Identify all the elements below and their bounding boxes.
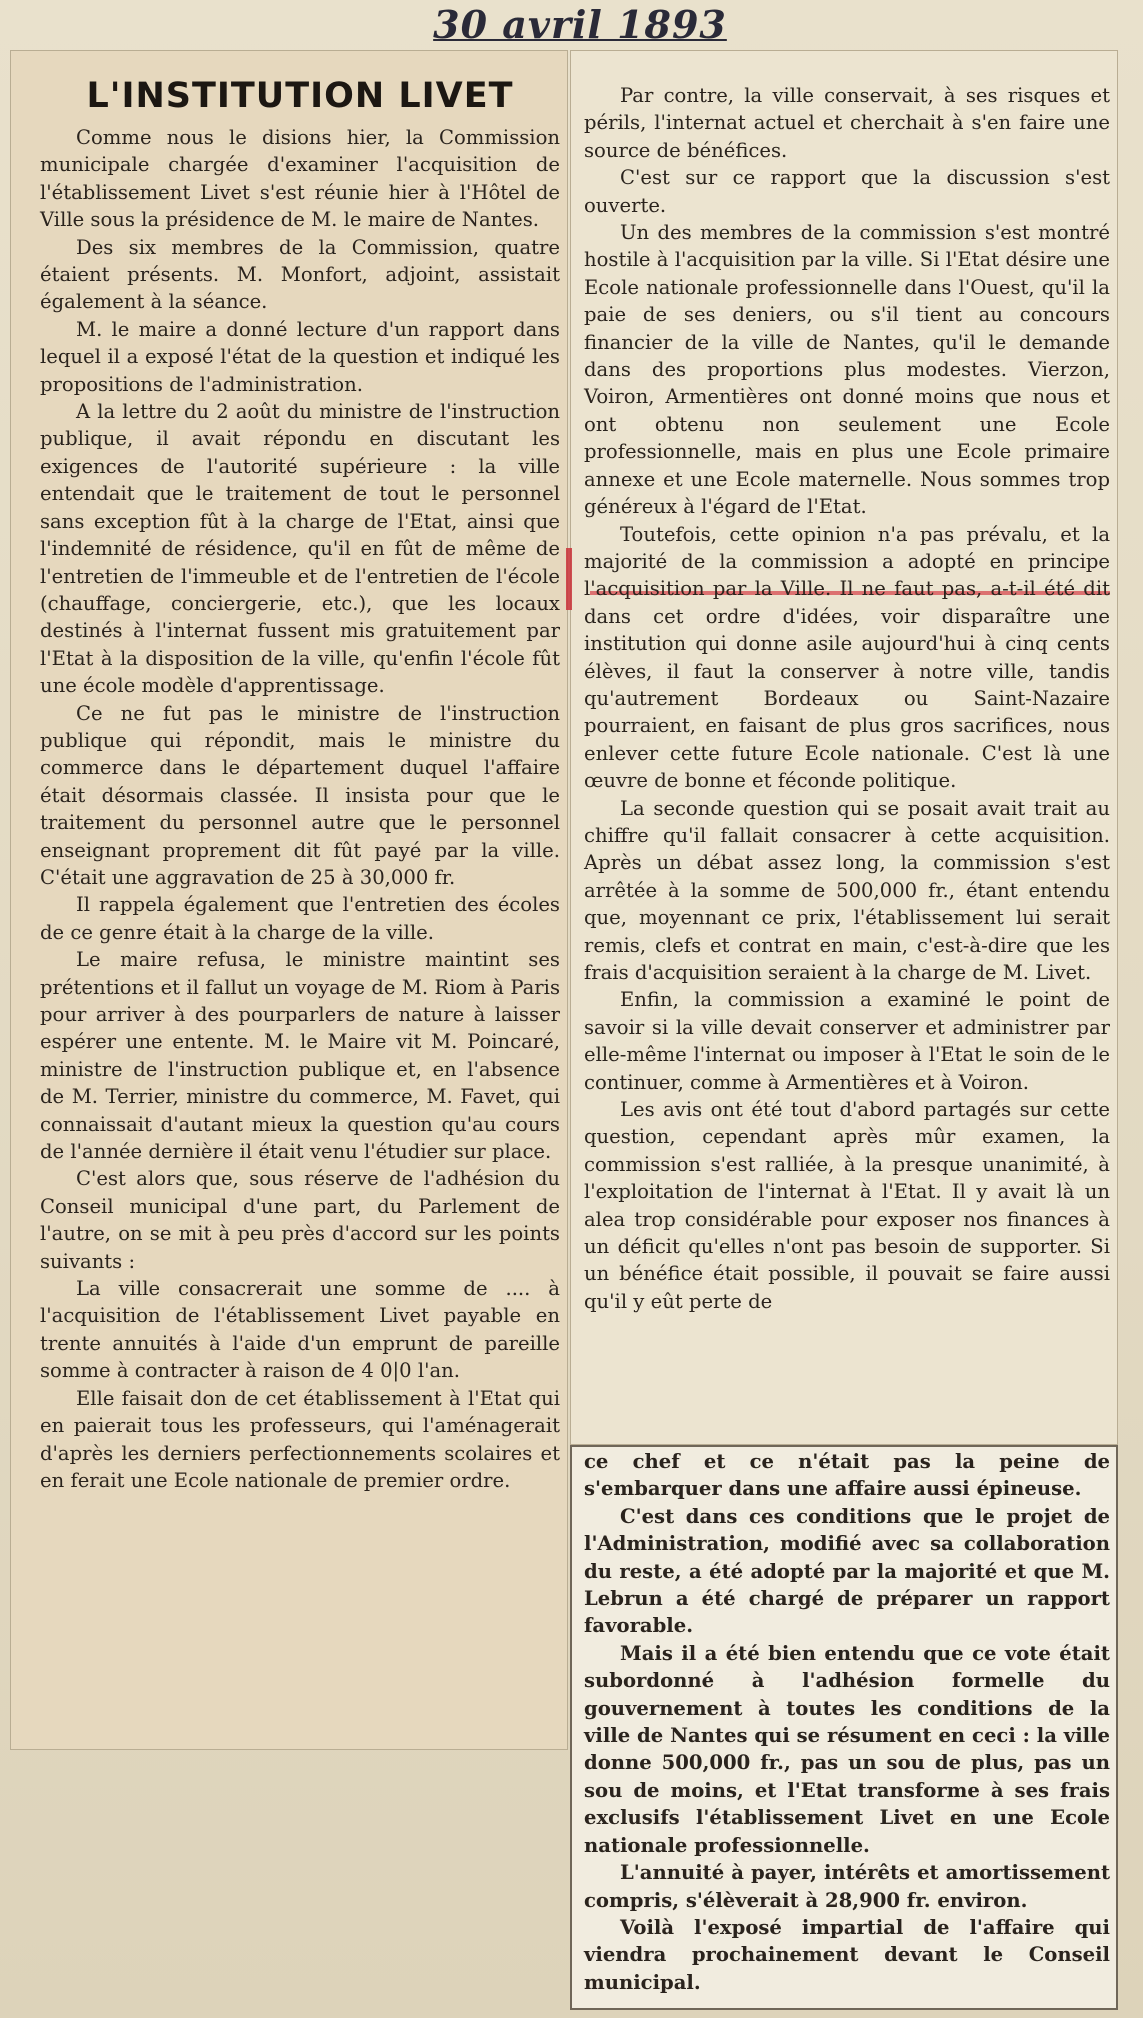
paragraph: Un des membres de la commission s'est montré hostile à l'acquisition par la ville. Si l'Etat désire une Ecole nationale professionnelle dans l'Ouest, qu'il la paie de ses deniers, ou s'il tient au concours financier de la ville de Nantes, qu'il le demande dans des proportions plus modestes. Vierzon, Voiron, Armentières ont donné moins que nous et ont obtenu non seulement une Ecole professionnelle, mais en plus une Ecole primaire annexe et une Ecole maternelle. Nous sommes trop généreux à l'égard de l'Etat. [584,221,1110,519]
paragraph: Toutefois, cette opinion n'a pas prévalu, et la majorité de la commission a adopté en principe l'acquisition par la Ville. Il ne faut pas, a-t-il été dit dans cet ordre d'idées, voir disparaître une institution qui donne asile aujourd'hui à cinq cents élèves, il faut la conserver à notre ville, tandis qu'autrement Bordeaux ou Saint-Nazaire pourraient, en faisant de plus gros sacrifices, nous enlever cette future Ecole nationale. C'est là une œuvre de bonne et féconde politique. [584,522,1110,793]
paragraph: Par contre, la ville conservait, à ses risques et périls, l'internat actuel et cherchait à s'en faire une source de bénéfices. [584,84,1110,162]
paragraph: A la lettre du 2 août du ministre de l'instruction publique, il avait répondu en discutant les exigences de l'autorité supérieure : la ville entendait que le traitement de tout le personnel sans exception fût à la charge de l'Etat, ainsi que l'indemnité de résidence, qu'il en fût de même de l'entretien de l'immeuble et de l'entretien de l'école (chauffage, conciergerie, etc.), que les locaux destinés à l'internat fussent mis gratuitement par l'Etat à la disposition de la ville, qu'enfin l'école fût une école modèle d'apprentissage. [40,400,560,698]
article-title: L'INSTITUTION LIVET [86,76,514,116]
paragraph: Ce ne fut pas le ministre de l'instruction publique qui répondit, mais le ministre du commerce dans le département duquel l'affaire était désormais classée. Il insista pour que le traitement du personnel autre que le personnel enseignant proprement dit fût payé par la ville. C'était une aggravation de 25 à 30,000 fr. [40,701,560,889]
paragraph: Des six membres de la Commission, quatre étaient présents. M. Monfort, adjoint, assistait également à la séance. [40,235,560,314]
paragraph: M. le maire a donné lecture d'un rapport dans lequel il a exposé l'état de la question et indiqué les propositions de l'administration. [40,317,560,396]
paragraph: C'est sur ce rapport que la discussion s'est ouverte. [584,166,1110,217]
paragraph: L'annuité à payer, intérêts et amortissement compris, s'élèverait à 28,900 fr. environ. [584,1861,1110,1912]
paragraph: Les avis ont été tout d'abord partagés sur cette question, cependant après mûr examen, la commission s'est ralliée, à la presque unanimité, à l'exploitation de l'internat à l'Etat. Il y avait là un alea trop considérable pour exposer nos finances à un déficit qu'elles n'ont pas besoin de supporter. Si un bénéfice était possible, il pouvait se faire aussi qu'il y eût perte de [584,1098,1110,1313]
paragraph: Comme nous le disions hier, la Commission municipale chargée d'examiner l'acquisition de l'établissement Livet s'est réunie hier à l'Hôtel de Ville sous la présidence de M. le maire de Nantes. [40,126,560,232]
paragraph: La ville consacrerait une somme de .... à l'acquisition de l'établissement Livet payable en trente annuités à l'aide d'un emprunt de pareille somme à contracter à raison de 4 0|0 l'an. [40,1277,560,1383]
article-column-bottom [584,1448,1110,2008]
paragraph: Mais il a été bien entendu que ce vote était subordonné à l'adhésion formelle du gouvernement à toutes les conditions de la ville de Nantes qui se résument en ceci : la ville donne 500,000 fr., pas un sou de plus, pas un sou de moins, et l'Etat transforme à ses frais exclusifs l'établissement Livet en une Ecole nationale professionnelle. [584,1641,1110,1857]
paragraph: Il rappela également que l'entretien des écoles de ce genre était à la charge de la ville. [40,893,560,944]
red-margin-mark [566,548,572,610]
paragraph: C'est dans ces conditions que le projet de l'Administration, modifié avec sa collaboration du reste, a été adopté par la majorité et que M. Lebrun a été chargé de préparer un rapport favorable. [584,1504,1110,1638]
paragraph: Enfin, la commission a examiné le point de savoir si la ville devait conserver et administrer par elle-même l'internat ou imposer à l'Etat le soin de le continuer, comme à Armentières et à Voiron. [584,988,1110,1094]
paragraph: ce chef et ce n'était pas la peine de s'embarquer dans une affaire aussi épineuse. [584,1450,1110,1501]
article-column-right [584,82,1110,1442]
article-column-left [40,124,560,1734]
handwritten-date: 30 avril 1893 [433,2,727,47]
paragraph: Voilà l'exposé impartial de l'affaire qui viendra prochainement devant le Conseil municipal. [584,1915,1110,1994]
paragraph: Elle faisait don de cet établissement à l'Etat qui en paierait tous les professeurs, qui l'aménagerait d'après les derniers perfectionnements scolaires et en ferait une Ecole nationale de premier ordre. [40,1386,560,1492]
paragraph: C'est alors que, sous réserve de l'adhésion du Conseil municipal d'une part, du Parlement de l'autre, on se mit à peu près d'accord sur les points suivants : [40,1167,560,1273]
paragraph: La seconde question qui se posait avait trait au chiffre qu'il fallait consacrer à cette acquisition. Après un débat assez long, la commission s'est arrêtée à la somme de 500,000 fr., étant entendu que, moyennant ce prix, l'établissement lui serait remis, clefs et contrat en main, c'est-à-dire que les frais d'acquisition seraient à la charge de M. Livet. [584,796,1110,984]
paragraph: Le maire refusa, le ministre maintint ses prétentions et il fallut un voyage de M. Riom à Paris pour arriver à des pourparlers de nature à laisser espérer une entente. M. le Maire vit M. Poincaré, ministre de l'instruction publique et, en l'absence de M. Terrier, ministre du commerce, M. Favet, qui connaissait d'autant mieux la question qu'au cours de l'année dernière il était venu l'étudier sur place. [40,948,560,1164]
